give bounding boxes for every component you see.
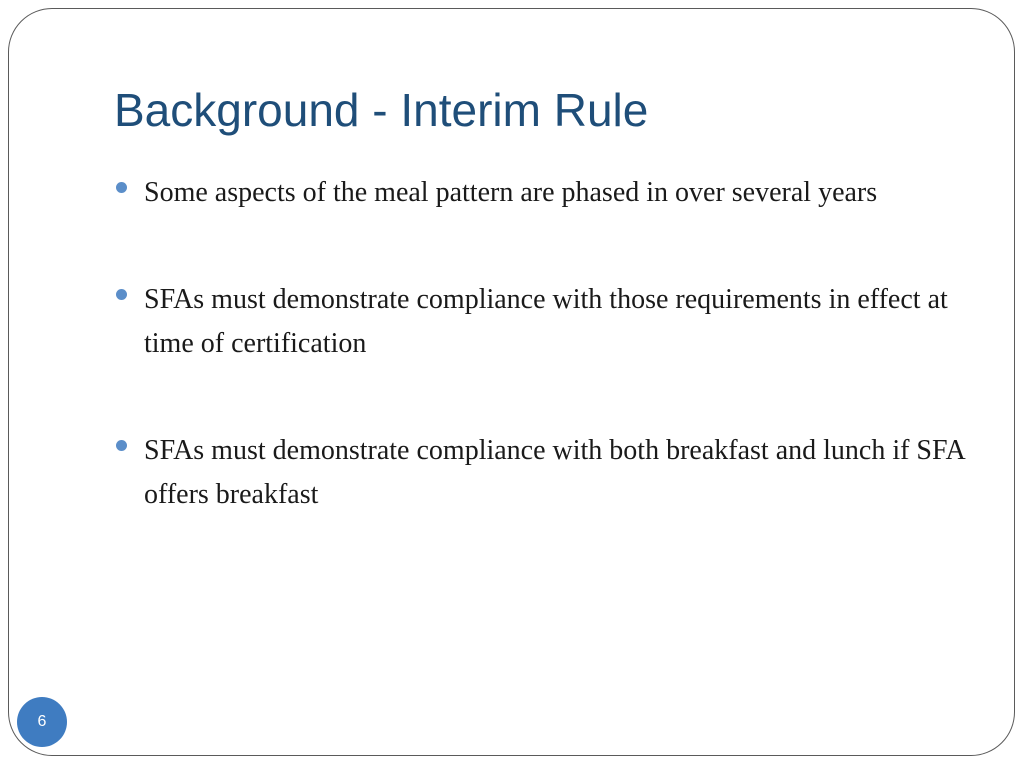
slide-title: Background - Interim Rule (114, 84, 649, 136)
bullet-dot-icon (116, 440, 127, 451)
page-number: 6 (37, 713, 47, 730)
bullet-dot-icon (116, 289, 127, 300)
page-number-badge (17, 697, 67, 747)
bullet-text: Some aspects of the meal pattern are phased in over several years (144, 177, 878, 208)
bullet-item (116, 171, 966, 215)
bullet-text: SFAs must demonstrate compliance with those requirements in effect at time of certification (144, 284, 948, 359)
bullet-dot-icon (116, 182, 127, 193)
bullet-list (116, 171, 966, 580)
bullet-item (116, 429, 966, 517)
bullet-item (116, 278, 966, 366)
bullet-text: SFAs must demonstrate compliance with both breakfast and lunch if SFA offers breakfast (144, 435, 965, 510)
